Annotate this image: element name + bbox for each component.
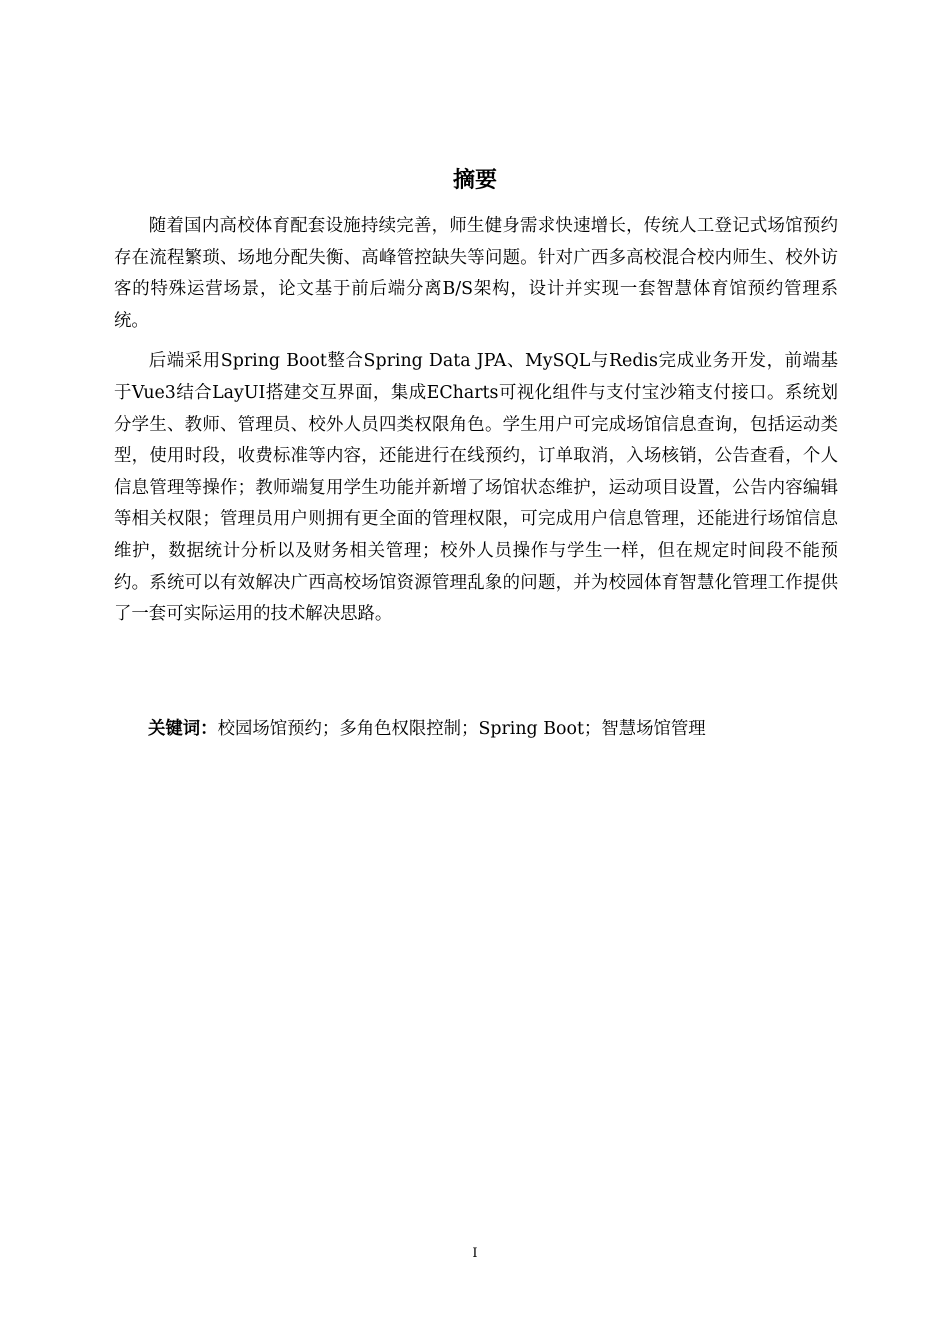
keywords-line — [148, 714, 848, 744]
keywords-label: 关键词： — [148, 719, 218, 739]
keywords-text: 校园场馆预约；多角色权限控制；Spring Boot；智慧场馆管理 — [217, 719, 706, 739]
abstract-paragraph-2: 后端采用Spring Boot整合Spring Data JPA、MySQL与Redis完成业务开发，前端基于Vue3结合LayUI搭建交互界面，集成ECharts可视化组件与支付宝沙箱支付接口。系统划分学生、教师、管理员、校外人员四类权限角色。学生用户可完成场馆信息查询，包括运动类型，使用时段，收费标准等内容，还能进行在线预约，订单取消，入场核销，公告查看，个人信息管理等操作；教师端复用学生功能并新增了场馆状态维护，运动项目设置，公告内容编辑等相关权限；管理员用户则拥有更全面的管理权限，可完成用户信息管理，还能进行场馆信息维护，数据统计分析以及财务相关管理；校外人员操作与学生一样，但在规定时间段不能预约。系统可以有效解决广西高校场馆资源管理乱象的问题，并为校园体育智慧化管理工作提供了一套可实际运用的技术解决思路。 — [114, 351, 838, 625]
abstract-title: 摘要 — [452, 168, 497, 193]
abstract-body — [114, 211, 838, 640]
page-number: I — [472, 1246, 478, 1261]
abstract-paragraph-1: 随着国内高校体育配套设施持续完善，师生健身需求快速增长，传统人工登记式场馆预约存在流程繁琐、场地分配失衡、高峰管控缺失等问题。针对广西多高校混合校内师生、校外访客的特殊运营场景，论文基于前后端分离B/S架构，设计并实现一套智慧体育馆预约管理系统。 — [114, 216, 838, 331]
